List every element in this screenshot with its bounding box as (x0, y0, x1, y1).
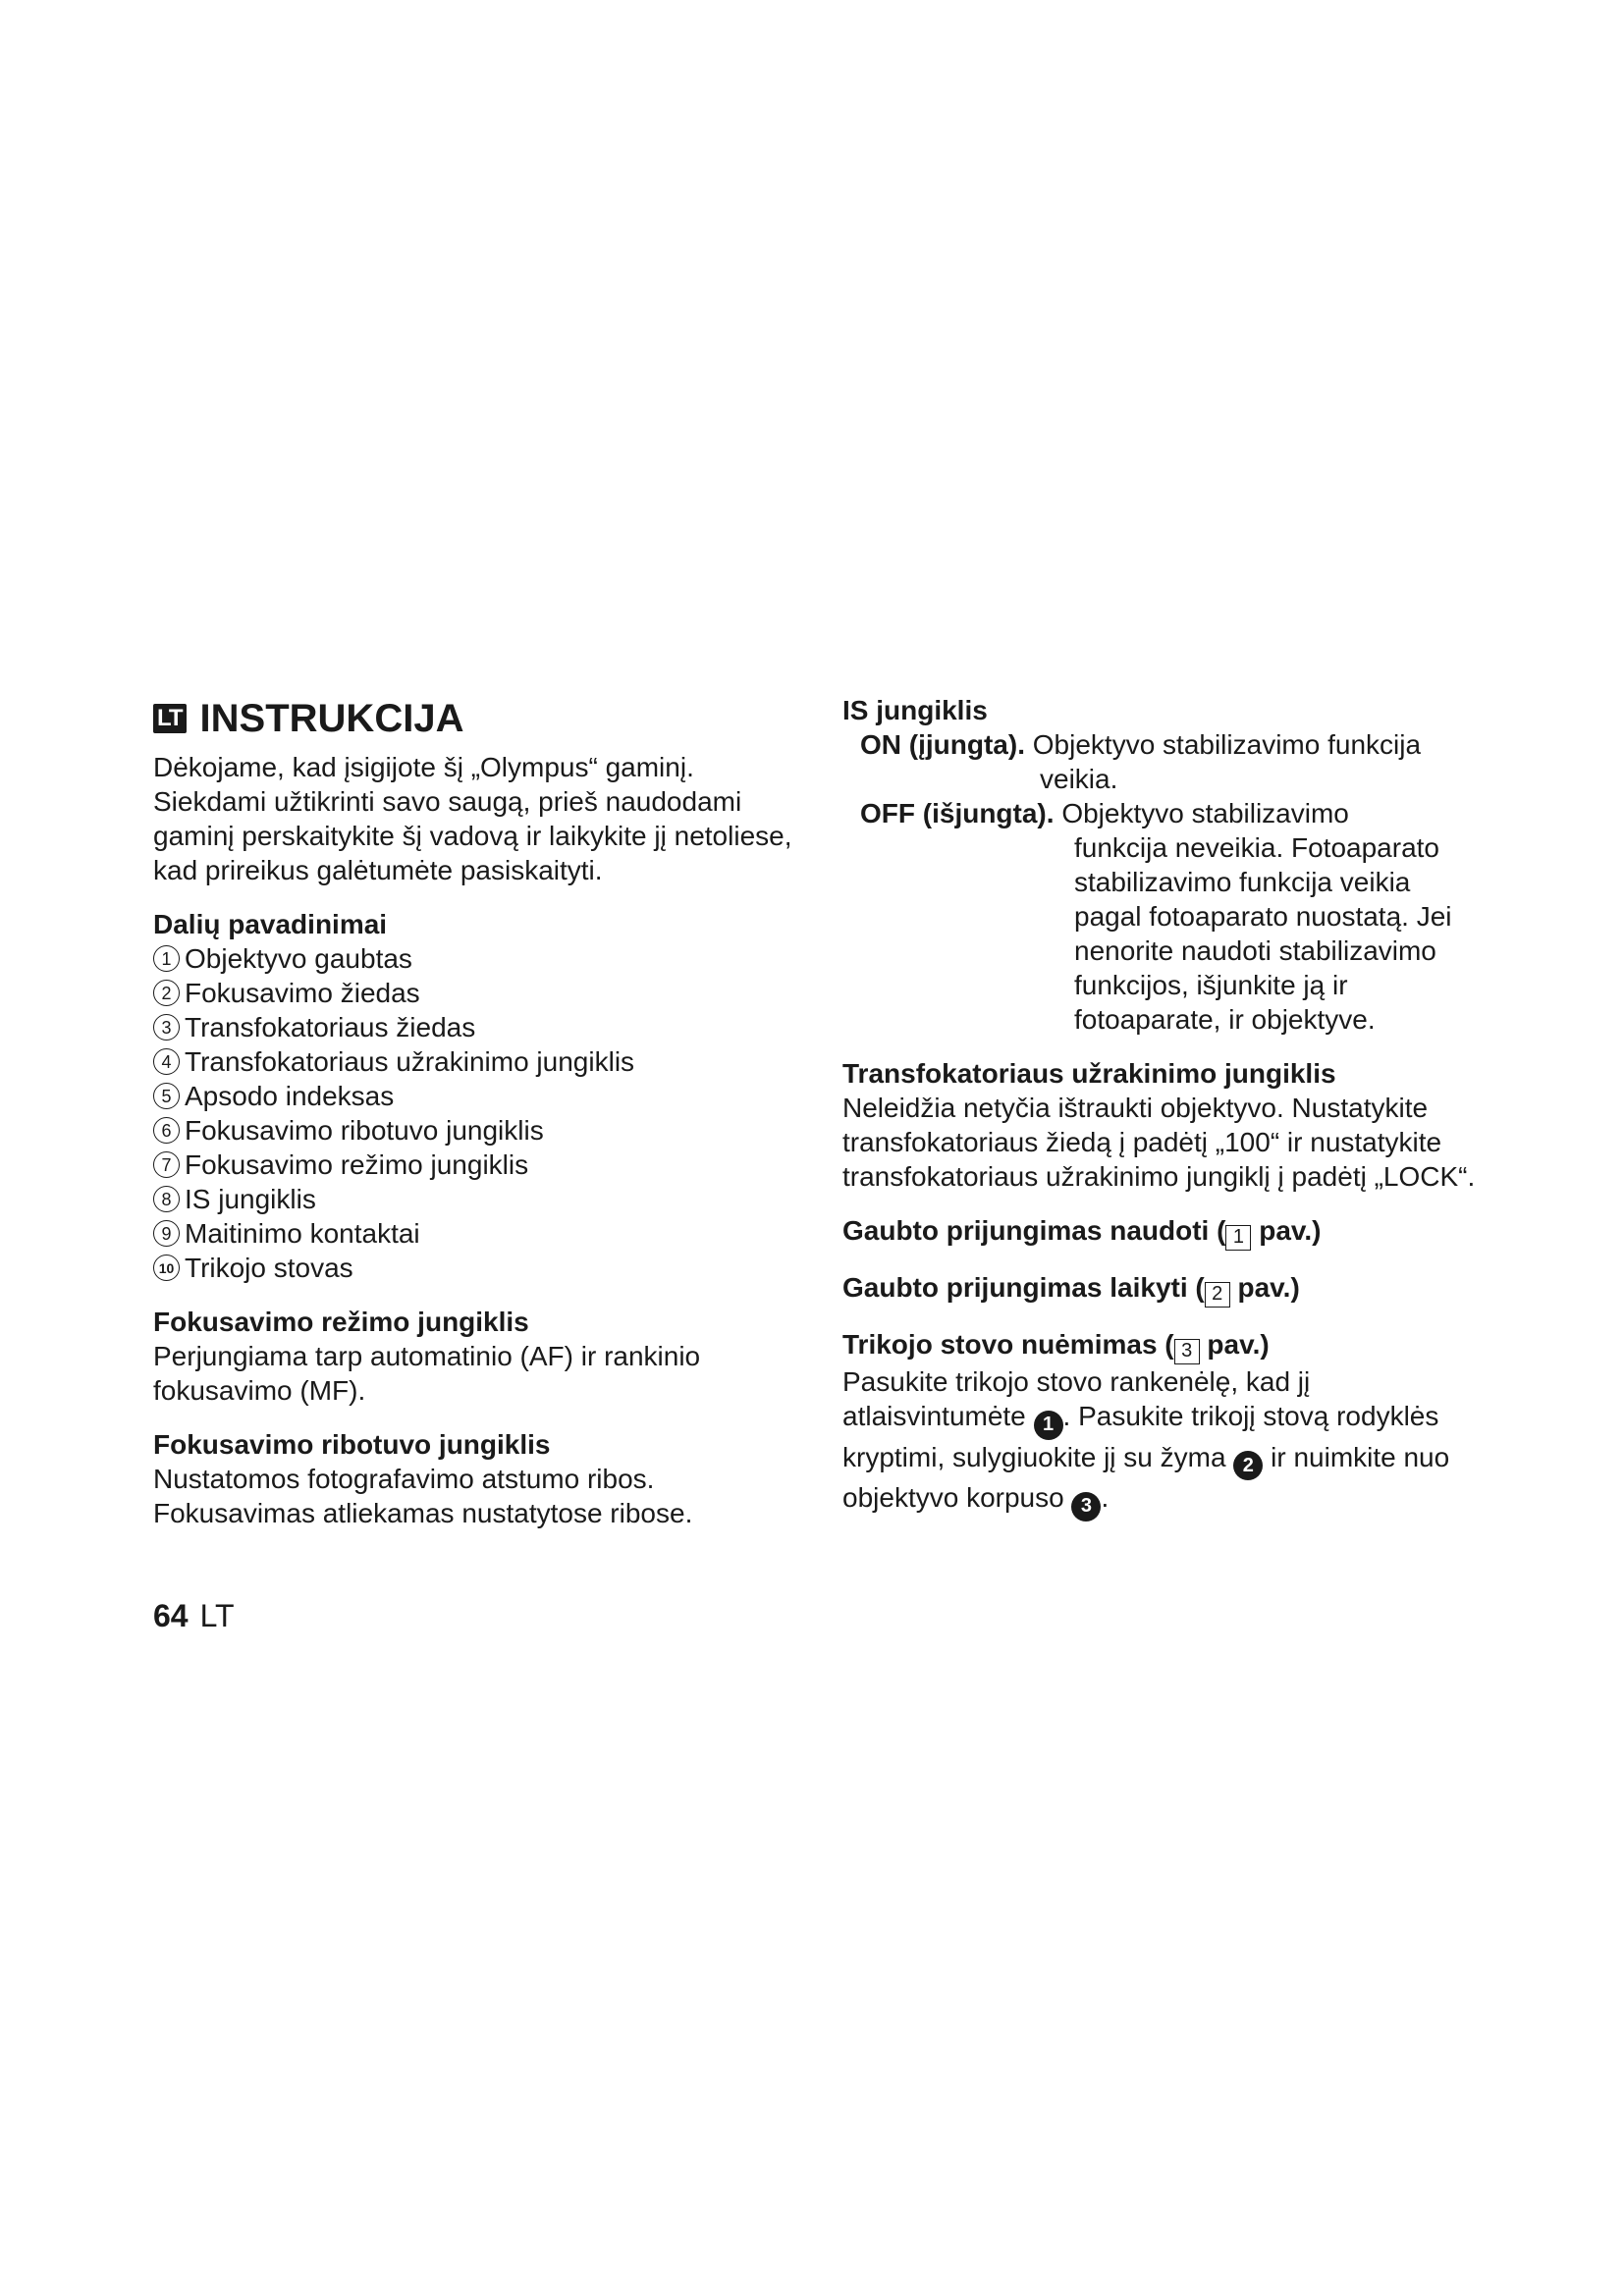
circled-number-8-icon: 8 (153, 1186, 180, 1212)
title-row (153, 693, 801, 744)
step-3-icon: 3 (1071, 1492, 1101, 1522)
parts-list (153, 941, 801, 1285)
intro-paragraph: Dėkojame, kad įsigijote šį „Olympus“ gaminį. Siekdami užtikrinti savo saugą, prieš naudodami gaminį perskaitykite šį vadovą ir laikykite jį netoliese, kad prireikus galėtumėte pasiskaityti. (153, 752, 792, 885)
circled-number-7-icon: 7 (153, 1151, 180, 1178)
step-2-icon: 2 (1233, 1451, 1263, 1480)
is-switch-heading: IS jungiklis (842, 695, 988, 725)
is-off-text-2: funkcija neveikia. Fotoaparato stabilizavimo funkcija veikia pagal fotoaparato nuostatą. Jei nenorite naudoti stabilizavimo funkcijos, išjunkite ją ir fotoaparate, ir objektyve. (1074, 832, 1452, 1035)
is-on-text-1: Objektyvo stabilizavimo funkcija (1032, 729, 1422, 760)
list-item: 9 Maitinimo kontaktai (153, 1216, 801, 1251)
zoom-lock-text: Neleidžia netyčia ištraukti objektyvo. Nustatykite transfokatoriaus žiedą į padėtį „100“ ir nustatykite transfokatoriaus užrakinimo jungiklį į padėtį „LOCK“. (842, 1093, 1476, 1192)
list-item: 7 Fokusavimo režimo jungiklis (153, 1148, 801, 1182)
is-switch-section (842, 693, 1481, 1037)
footer-lang: LT (199, 1598, 235, 1633)
focus-mode-text: Perjungiama tarp automatinio (AF) ir rankinio fokusavimo (MF). (153, 1341, 701, 1406)
zoom-lock-section (842, 1056, 1481, 1194)
focus-limiter-text: Nustatomos fotografavimo atstumo ribos. Fokusavimas atliekamas nustatytose ribose. (153, 1464, 693, 1528)
list-item: 10 Trikojo stovas (153, 1251, 801, 1285)
language-badge: LT (153, 704, 187, 733)
circled-number-2-icon: 2 (153, 980, 180, 1006)
parts-heading: Dalių pavadinimai (153, 909, 388, 939)
zoom-lock-heading: Transfokatoriaus užrakinimo jungiklis (842, 1058, 1336, 1089)
list-item: 6 Fokusavimo ribotuvo jungiklis (153, 1113, 801, 1148)
is-off-definition (842, 796, 1481, 830)
right-column (842, 693, 1481, 1522)
is-on-text-2: veikia. (1040, 764, 1118, 794)
circled-number-6-icon: 6 (153, 1117, 180, 1144)
tripod-removal-heading: Trikojo stovo nuėmimas ( 3 pav.) (842, 1327, 1481, 1364)
parts-section (153, 907, 801, 1285)
is-off-term: OFF (išjungta). (860, 798, 1055, 828)
page-title: INSTRUKCIJA (199, 696, 464, 740)
is-on-definition (842, 727, 1481, 762)
figure-number-2-icon: 2 (1205, 1282, 1230, 1308)
tripod-removal-section (842, 1327, 1481, 1522)
page-footer (153, 1598, 235, 1634)
figure-number-1-icon: 1 (1225, 1225, 1251, 1251)
is-on-term: ON (įjungta). (860, 729, 1025, 760)
list-item: 4 Transfokatoriaus užrakinimo jungiklis (153, 1044, 801, 1079)
left-column (153, 693, 801, 1530)
focus-mode-section (153, 1305, 801, 1408)
focus-limiter-heading: Fokusavimo ribotuvo jungiklis (153, 1429, 551, 1460)
hood-store-heading: Gaubto prijungimas laikyti ( 2 pav.) (842, 1270, 1481, 1308)
circled-number-3-icon: 3 (153, 1014, 180, 1041)
focus-mode-heading: Fokusavimo režimo jungiklis (153, 1307, 529, 1337)
figure-number-3-icon: 3 (1174, 1339, 1200, 1364)
circled-number-10-icon: 10 (153, 1255, 180, 1281)
focus-limiter-section (153, 1427, 801, 1530)
hood-use-heading: Gaubto prijungimas naudoti ( 1 pav.) (842, 1213, 1481, 1251)
step-1-icon: 1 (1034, 1411, 1063, 1440)
circled-number-4-icon: 4 (153, 1048, 180, 1075)
list-item: 2 Fokusavimo žiedas (153, 976, 801, 1010)
list-item: 8 IS jungiklis (153, 1182, 801, 1216)
circled-number-9-icon: 9 (153, 1220, 180, 1247)
is-off-text-1: Objektyvo stabilizavimo (1061, 798, 1349, 828)
tripod-removal-text: Pasukite trikojo stovo rankenėlę, kad jį atlaisvintumėte 1 . Pasukite trikojį stovą rodyklės kryptimi, sulygiuokite jį su žyma 2 ir nuimkite nuo objektyvo korpuso 3 . (842, 1364, 1481, 1522)
list-item: 3 Transfokatoriaus žiedas (153, 1010, 801, 1044)
circled-number-5-icon: 5 (153, 1083, 180, 1109)
list-item: 1 Objektyvo gaubtas (153, 941, 801, 976)
circled-number-1-icon: 1 (153, 945, 180, 972)
list-item: 5 Apsodo indeksas (153, 1079, 801, 1113)
page-number: 64 (153, 1598, 189, 1633)
